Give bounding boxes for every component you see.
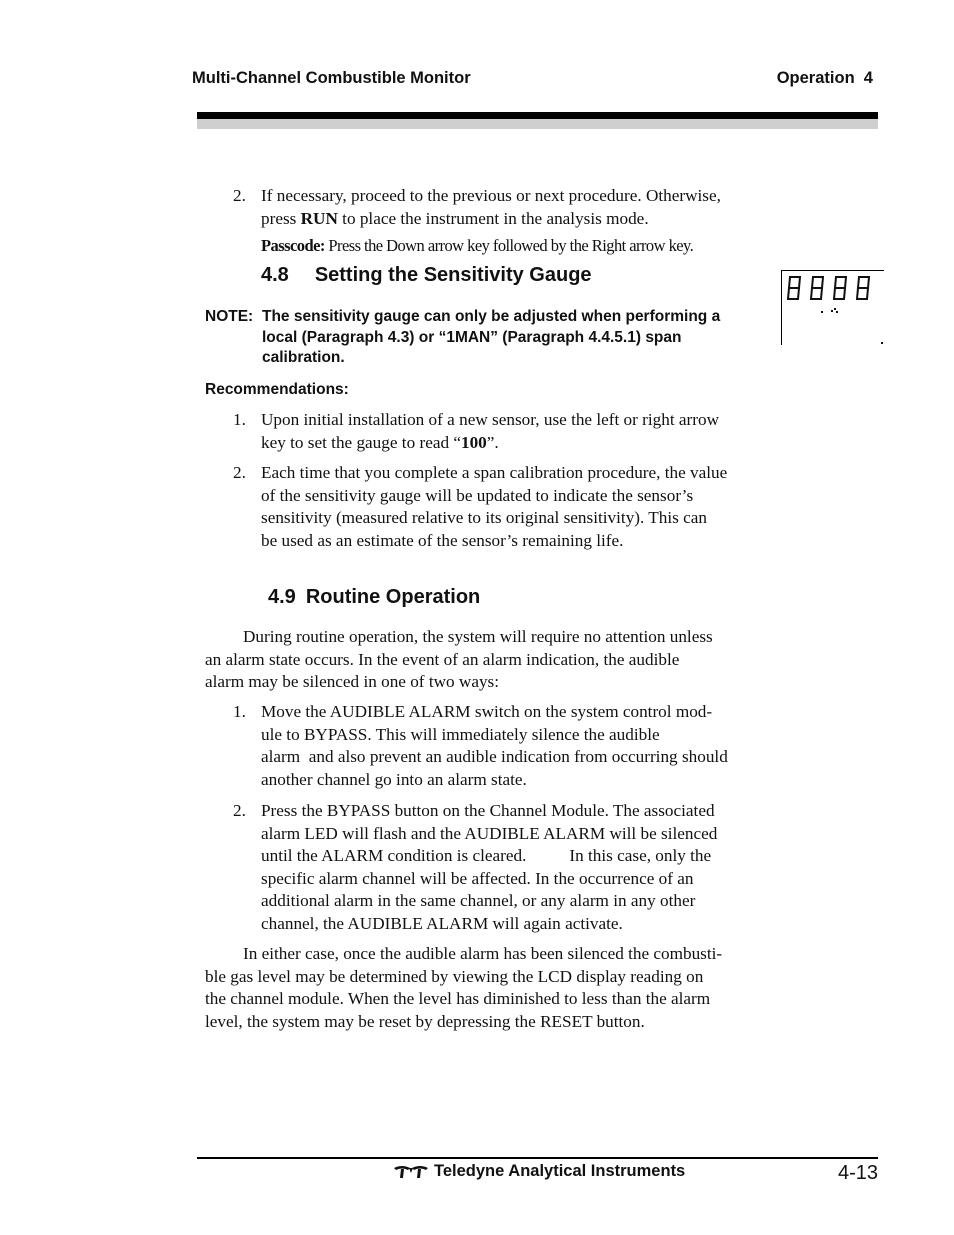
step-2-text [261, 185, 773, 230]
run-key-label: RUN [300, 208, 338, 228]
section-title: Routine Operation [305, 586, 481, 608]
list-line: Move the AUDIBLE ALARM switch on the system control mod- [261, 702, 713, 721]
intro-paragraph [205, 626, 775, 694]
recommendation-1 [261, 409, 773, 454]
section-title: Setting the Sensitivity Gauge [314, 264, 592, 286]
list-line: alarm and also prevent an audible indication from occurring should [261, 747, 728, 766]
passcode-text: Press the Down arrow key followed by the Right arrow key. [324, 236, 694, 255]
list-line: channel, the AUDIBLE ALARM will again activate. [261, 913, 623, 933]
recommendation-2 [261, 462, 773, 552]
paragraph-line: alarm may be silenced in one of two ways: [205, 672, 500, 691]
section-number: 4.9 [268, 586, 296, 608]
footer-brand [394, 1162, 685, 1181]
footer-brand-text: Teledyne Analytical Instruments [434, 1162, 686, 1180]
note-line: The sensitivity gauge can only be adjusted when performing a [262, 308, 721, 325]
note-text [262, 307, 782, 369]
list-line: be used as an estimate of the sensor’s remaining life. [261, 530, 624, 550]
paragraph-line: level, the system may be reset by depressing the RESET button. [205, 1011, 645, 1031]
footer-rule [197, 1157, 878, 1159]
section-4-9-heading [268, 586, 480, 609]
list-line: key to set the gauge to read “100”. [261, 432, 499, 452]
closing-paragraph [205, 943, 775, 1033]
passcode-label: Passcode: [261, 236, 325, 255]
silence-method-1 [261, 701, 773, 791]
list-line: Each time that you complete a span calibration procedure, the value [261, 463, 728, 482]
silence-method-2 [261, 800, 773, 935]
list-number: 1. [233, 410, 246, 429]
list-line: alarm LED will flash and the AUDIBLE ALARM will be silenced [261, 823, 718, 843]
step-2-line1: If necessary, proceed to the previous or next procedure. Otherwise, [261, 186, 721, 205]
note-label: NOTE: [205, 308, 254, 325]
paragraph-line: During routine operation, the system will require no attention unless [243, 627, 713, 646]
paragraph-line: the channel module. When the level has diminished to less than the alarm [205, 989, 711, 1008]
note-line: calibration. [262, 349, 345, 366]
section-number: 4.8 [261, 264, 289, 286]
page-number: 4-13 [837, 1162, 878, 1184]
lcd-display-illustration [781, 270, 885, 346]
passcode-line [261, 236, 693, 256]
step-number: 2. [233, 186, 246, 205]
paragraph-line: In either case, once the audible alarm has been silenced the combusti- [243, 944, 723, 963]
paragraph-line: an alarm state occurs. In the event of an alarm indication, the audible [205, 649, 680, 669]
list-line: until the ALARM condition is cleared. In this case, only the [261, 846, 712, 865]
header-rule-shadow [197, 119, 878, 129]
list-line: specific alarm channel will be affected. In the occurrence of an [261, 868, 694, 888]
list-line: of the sensitivity gauge will be updated to indicate the sensor’s [261, 485, 694, 505]
list-line: Press the BYPASS button on the Channel Module. The associated [261, 801, 715, 820]
paragraph-line: ble gas level may be determined by viewing the LCD display reading on [205, 966, 704, 986]
list-number: 2. [233, 801, 246, 820]
recommendations-label: Recommendations: [205, 381, 349, 398]
teledyne-logo-icon [394, 1165, 428, 1179]
list-number: 2. [233, 463, 246, 482]
gauge-value: 100 [460, 432, 487, 452]
list-number: 1. [233, 702, 246, 721]
step-2-line2: press RUN to place the instrument in the analysis mode. [261, 208, 649, 228]
lcd-digits-icon [781, 270, 885, 346]
list-line: additional alarm in the same channel, or any alarm in any other [261, 891, 696, 910]
list-line: another channel go into an alarm state. [261, 769, 527, 789]
running-header-title: Multi-Channel Combustible Monitor [192, 69, 471, 87]
note-line: local (Paragraph 4.3) or “1MAN” (Paragraph 4.4.5.1) span [262, 328, 682, 346]
list-line: sensitivity (measured relative to its original sensitivity). This can [261, 508, 707, 527]
section-4-8-heading [261, 264, 592, 287]
list-line: ule to BYPASS. This will immediately silence the audible [261, 724, 660, 744]
running-header-section: Operation 4 [776, 69, 873, 87]
list-line: Upon initial installation of a new sensor, use the left or right arrow [261, 410, 720, 429]
header-rule [197, 112, 878, 119]
